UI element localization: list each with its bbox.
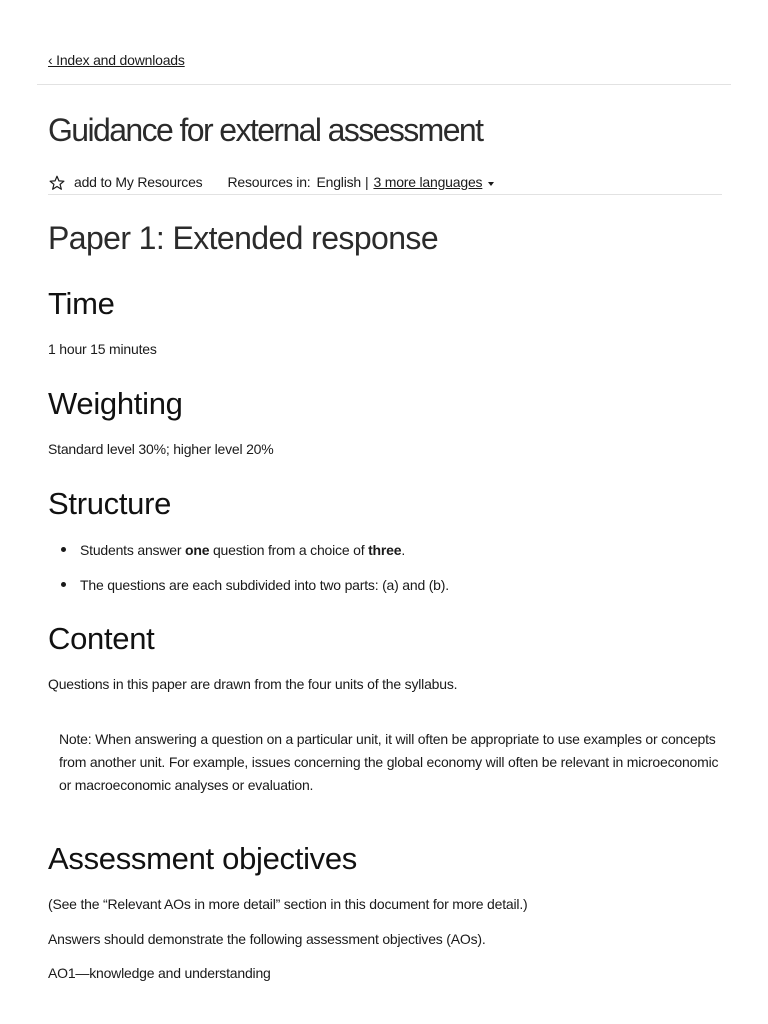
assessment-objectives-heading: Assessment objectives: [48, 841, 357, 876]
caret-down-icon[interactable]: [488, 182, 494, 186]
resource-bar: [48, 170, 722, 194]
bullet1-before: Students answer: [80, 542, 185, 558]
content-text: Questions in this paper are drawn from the four units of the syllabus.: [48, 676, 458, 692]
structure-list: [48, 540, 449, 610]
bullet1-bold-three: three: [368, 542, 402, 558]
star-icon[interactable]: [48, 174, 66, 192]
assessment-text-detail: (See the “Relevant AOs in more detail” section in this document for more detail.): [48, 896, 528, 912]
bullet1-after: .: [401, 542, 406, 558]
content-note: Note: When answering a question on a particular unit, it will often be appropriate to use examples or concepts from another unit. For example, issues concerning the global economy will often be relevant in microeconomic or macroeconomic analyses or evaluation.: [59, 731, 719, 793]
list-item: The questions are each subdivided into two parts: (a) and (b).: [48, 575, 449, 610]
content-heading: Content: [48, 621, 155, 656]
back-link-index-downloads[interactable]: ‹ Index and downloads: [48, 52, 185, 68]
structure-heading: Structure: [48, 486, 172, 521]
assessment-text-ao1: AO1—knowledge and understanding: [48, 965, 271, 981]
add-to-my-resources-button[interactable]: add to My Resources: [74, 174, 203, 190]
page-title: Guidance for external assessment: [48, 112, 483, 148]
time-heading: Time: [48, 286, 115, 321]
time-text: 1 hour 15 minutes: [48, 341, 157, 357]
weighting-heading: Weighting: [48, 386, 183, 421]
more-languages-dropdown[interactable]: 3 more languages: [373, 174, 483, 190]
weighting-text: Standard level 30%; higher level 20%: [48, 441, 274, 457]
assessment-text-aos: Answers should demonstrate the following assessment objectives (AOs).: [48, 931, 486, 947]
resource-bar-divider: [48, 194, 722, 195]
paper-title: Paper 1: Extended response: [48, 220, 439, 256]
bullet1-bold-one: one: [184, 542, 210, 558]
current-language: English: [316, 174, 362, 190]
bullet1-middle: question from a choice of: [209, 542, 369, 558]
resources-in-label: Resources in:: [227, 174, 311, 190]
language-separator: |: [365, 174, 369, 190]
top-divider: [37, 84, 731, 85]
list-item: [48, 540, 449, 575]
